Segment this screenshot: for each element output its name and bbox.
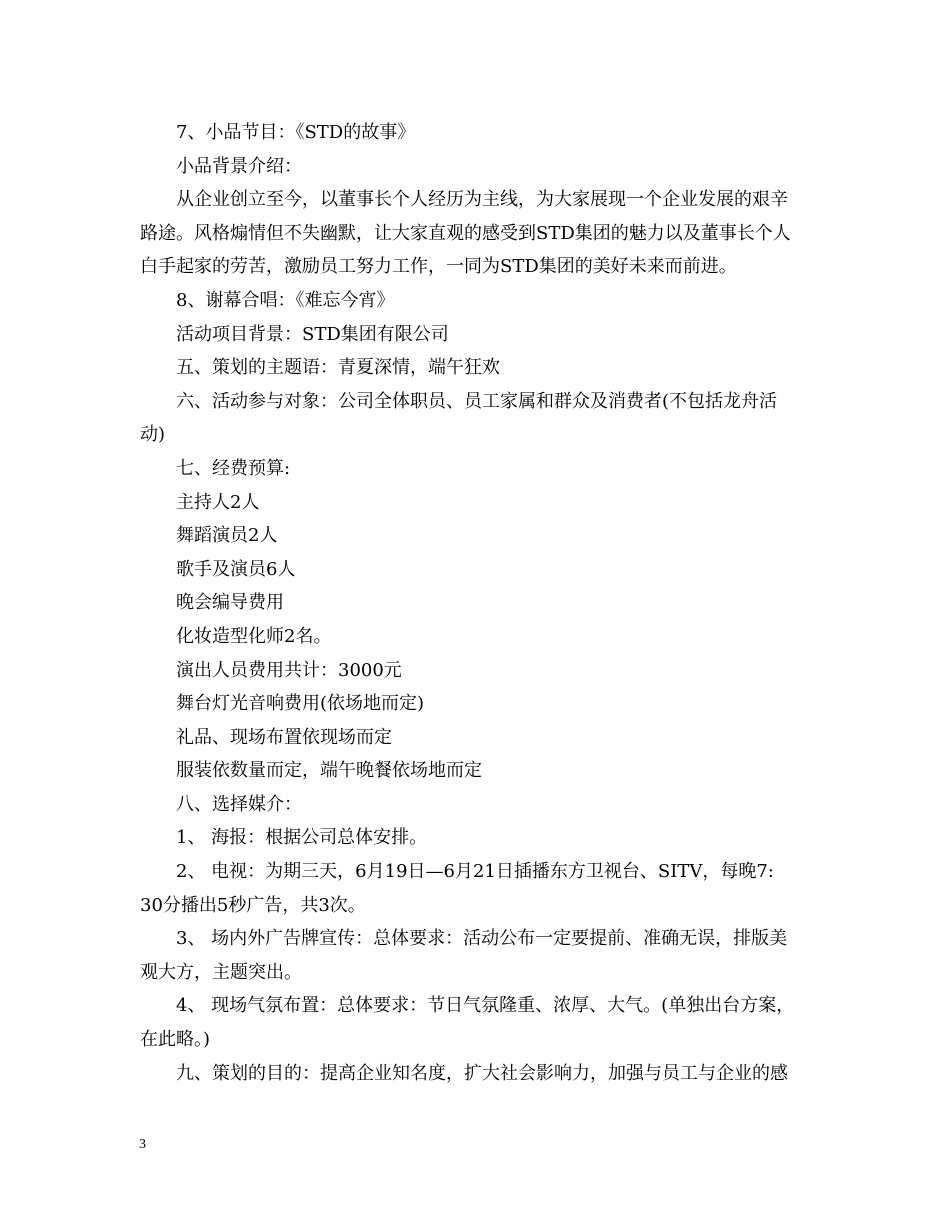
text-line: 五、策划的主题语：青夏深情，端午狂欢 xyxy=(176,357,500,379)
paragraph xyxy=(140,486,820,520)
paragraph xyxy=(140,284,820,318)
paragraph xyxy=(140,821,820,855)
paragraph xyxy=(140,553,820,587)
paragraph xyxy=(140,150,820,184)
paragraph xyxy=(140,318,820,352)
text-line: 观大方，主题突出。 xyxy=(140,961,302,983)
paragraph xyxy=(140,922,820,989)
page-number: 3 xyxy=(139,1137,146,1152)
paragraph xyxy=(140,1057,820,1091)
text-line: 礼品、现场布置依现场而定 xyxy=(176,726,392,748)
text-line: 路途。风格煽情但不失幽默，让大家直观的感受到STD集团的魅力以及董事长个人 xyxy=(140,222,791,244)
text-line: 30分播出5秒广告，共3次。 xyxy=(140,894,366,916)
text-line: 八、选择媒介： xyxy=(176,793,302,815)
text-line: 2、 电视：为期三天，6月19日—6月21日插播东方卫视台、SITV，每晚7: xyxy=(176,861,774,883)
text-line: 白手起家的劳苦，激励员工努力工作，一同为STD集团的美好未来而前进。 xyxy=(140,256,737,278)
text-line: 在此略。) xyxy=(140,1029,211,1051)
text-line: 7、小品节目：《STD的故事》 xyxy=(176,122,416,143)
document-body xyxy=(140,116,820,1090)
paragraph xyxy=(140,586,820,620)
text-line: 歌手及演员6人 xyxy=(176,558,296,580)
text-line: 4、 现场气氛布置：总体要求：节日气氛隆重、浓厚、大气。(单独出台方案， xyxy=(176,995,795,1017)
paragraph xyxy=(140,519,820,553)
paragraph xyxy=(140,721,820,755)
text-line: 小品背景介绍： xyxy=(176,155,302,177)
text-line: 九、策划的目的：提高企业知名度，扩大社会影响力，加强与员工与企业的感 xyxy=(176,1062,788,1084)
paragraph xyxy=(140,183,820,284)
text-line: 舞台灯光音响费用(依场地而定) xyxy=(176,693,425,715)
paragraph xyxy=(140,788,820,822)
text-line: 服装依数量而定，端午晚餐依场地而定 xyxy=(176,760,482,782)
paragraph xyxy=(140,687,820,721)
text-line: 从企业创立至今，以董事长个人经历为主线，为大家展现一个企业发展的艰辛 xyxy=(176,189,788,211)
text-line: 活动项目背景：STD集团有限公司 xyxy=(176,323,449,345)
text-line: 动) xyxy=(140,424,166,446)
paragraph xyxy=(140,385,820,452)
paragraph xyxy=(140,620,820,654)
text-line: 主持人2人 xyxy=(176,491,260,513)
text-line: 演出人员费用共计：3000元 xyxy=(176,659,402,681)
text-line: 七、经费预算: xyxy=(176,457,291,479)
paragraph xyxy=(140,989,820,1056)
text-line: 舞蹈演员2人 xyxy=(176,525,278,547)
text-line: 1、 海报：根据公司总体安排。 xyxy=(176,827,428,849)
paragraph xyxy=(140,452,820,486)
text-line: 3、 场内外广告牌宣传：总体要求：活动公布一定要提前、准确无误，排版美 xyxy=(176,928,788,950)
text-line: 六、活动参与对象：公司全体职员、员工家属和群众及消费者(不包括龙舟活 xyxy=(176,390,778,412)
paragraph xyxy=(140,754,820,788)
paragraph xyxy=(140,116,820,150)
text-line: 8、谢幕合唱：《难忘今宵》 xyxy=(176,289,395,311)
paragraph xyxy=(140,855,820,922)
paragraph xyxy=(140,654,820,688)
paragraph xyxy=(140,351,820,385)
text-line: 化妆造型化师2名。 xyxy=(176,625,332,647)
text-line: 晚会编导费用 xyxy=(176,592,284,614)
